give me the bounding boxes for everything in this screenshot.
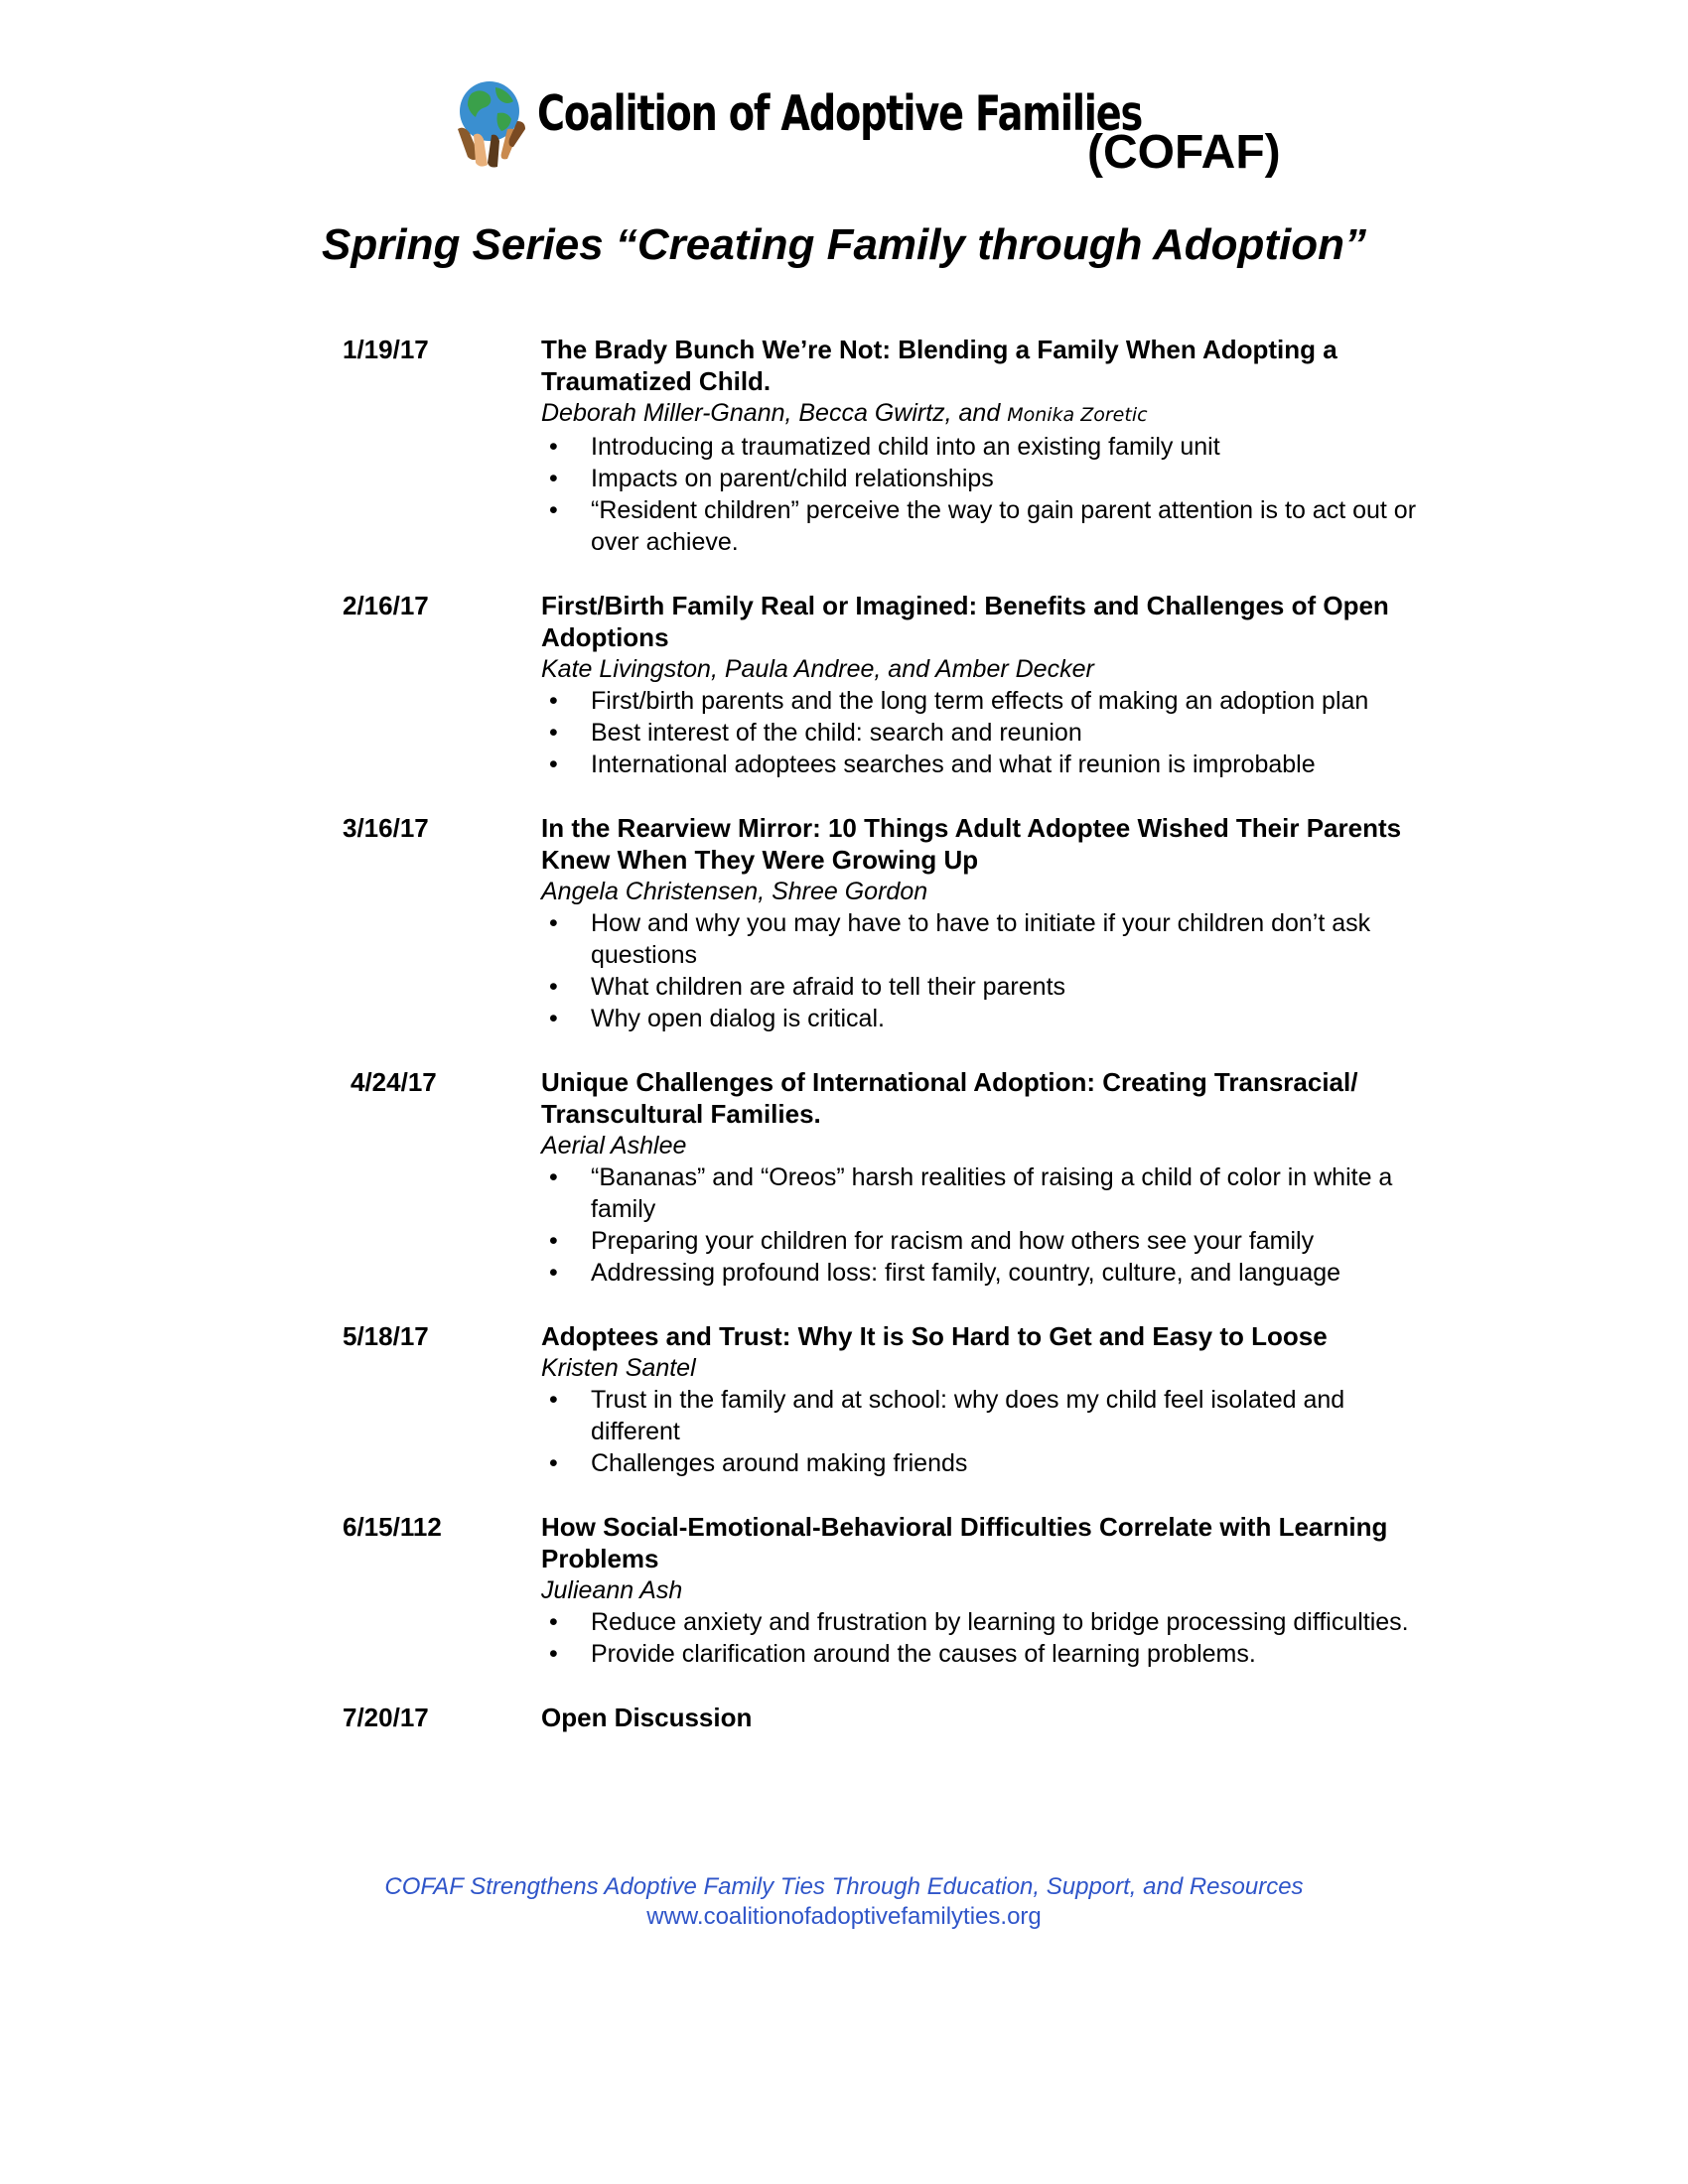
session-details — [541, 1702, 1435, 1733]
bullet-icon: • — [549, 465, 558, 492]
topic-item — [541, 1225, 1435, 1257]
session-details — [541, 812, 1435, 1034]
presenters-names: Deborah Miller-Gnann, Becca Gwirtz, and — [541, 399, 1008, 427]
org-abbreviation: (COFAF) — [1087, 126, 1281, 179]
topic-text: Preparing your children for racism and how others see your family — [591, 1227, 1315, 1255]
topic-list — [541, 431, 1435, 558]
topic-text: International adoptees searches and what if reunion is improbable — [591, 751, 1316, 778]
bullet-icon: • — [549, 496, 558, 524]
session-presenters: Kristen Santel — [541, 1354, 696, 1382]
bullet-icon: • — [549, 751, 558, 778]
footer-tagline: COFAF Strengthens Adoptive Family Ties Through Education, Support, and Resources — [384, 1873, 1304, 1900]
bullet-icon: • — [549, 719, 558, 747]
topic-list — [541, 907, 1435, 1034]
session-presenters — [541, 397, 1435, 431]
topic-text: Addressing profound loss: first family, country, culture, and language — [591, 1259, 1341, 1287]
session-item — [343, 1702, 1455, 1733]
session-item — [343, 1320, 1455, 1479]
topic-item — [541, 1384, 1435, 1447]
topic-text: Impacts on parent/child relationships — [591, 465, 994, 492]
topic-list — [541, 685, 1435, 780]
topic-text: Reduce anxiety and frustration by learning to bridge processing difficulties. — [591, 1608, 1409, 1636]
session-date: 3/16/17 — [343, 813, 429, 843]
topic-list — [541, 1161, 1435, 1289]
session-title: In the Rearview Mirror: 10 Things Adult Adoptee Wished Their Parents Knew When They Were Growing Up — [541, 813, 1402, 875]
bullet-icon: • — [549, 909, 558, 937]
series-title: Spring Series “Creating Family through Adoption” — [322, 220, 1366, 269]
website-link[interactable]: www.coalitionofadoptivefamilyties.org — [646, 1903, 1042, 1930]
session-title: The Brady Bunch We’re Not: Blending a Family When Adopting a Traumatized Child. — [541, 335, 1337, 396]
topic-item — [541, 1161, 1435, 1225]
bullet-icon: • — [549, 687, 558, 715]
topic-item — [541, 431, 1435, 463]
session-details — [541, 1066, 1435, 1289]
session-details — [541, 334, 1435, 558]
session-item — [343, 1066, 1455, 1289]
bullet-icon: • — [549, 973, 558, 1001]
topic-text: What children are afraid to tell their parents — [591, 973, 1066, 1001]
bullet-icon: • — [549, 433, 558, 461]
topic-item — [541, 685, 1435, 717]
topic-item — [541, 717, 1435, 749]
bullet-icon: • — [549, 1259, 558, 1287]
presenters-extra: Monika Zoretic — [1007, 404, 1148, 426]
topic-item — [541, 1447, 1435, 1479]
globe-hands-icon — [452, 77, 529, 169]
org-name: Coalition of Adoptive Families — [537, 85, 1143, 142]
session-title: Unique Challenges of International Adoption: Creating Transracial/ Transcultural Families. — [541, 1067, 1358, 1129]
session-date: 2/16/17 — [343, 591, 429, 620]
session-details — [541, 1320, 1435, 1479]
session-presenters: Angela Christensen, Shree Gordon — [541, 878, 928, 905]
topic-text: How and why you may have to have to initiate if your children don’t ask questions — [591, 909, 1371, 969]
session-item — [343, 1511, 1455, 1670]
session-presenters: Julieann Ash — [541, 1576, 683, 1604]
session-presenters: Kate Livingston, Paula Andree, and Amber Decker — [541, 655, 1094, 683]
bullet-icon: • — [549, 1640, 558, 1668]
bullet-icon: • — [549, 1449, 558, 1477]
topic-item — [541, 1257, 1435, 1289]
topic-item — [541, 749, 1435, 780]
session-date: 1/19/17 — [343, 335, 429, 364]
bullet-icon: • — [549, 1227, 558, 1255]
session-title: Open Discussion — [541, 1703, 753, 1732]
topic-item — [541, 463, 1435, 494]
session-schedule — [343, 334, 1455, 1765]
session-date: 5/18/17 — [343, 1321, 429, 1351]
topic-text: Best interest of the child: search and reunion — [591, 719, 1082, 747]
session-item — [343, 590, 1455, 780]
bullet-icon: • — [549, 1386, 558, 1414]
session-date: 6/15/112 — [343, 1512, 442, 1542]
session-details — [541, 1511, 1435, 1670]
session-title: First/Birth Family Real or Imagined: Benefits and Challenges of Open Adoptions — [541, 591, 1389, 652]
topic-item — [541, 1003, 1435, 1034]
bullet-icon: • — [549, 1005, 558, 1032]
session-item — [343, 334, 1455, 558]
topic-text: First/birth parents and the long term effects of making an adoption plan — [591, 687, 1369, 715]
topic-list — [541, 1606, 1435, 1670]
bullet-icon: • — [549, 1608, 558, 1636]
session-date: 7/20/17 — [343, 1703, 429, 1732]
session-details — [541, 590, 1435, 780]
topic-text: Introducing a traumatized child into an existing family unit — [591, 433, 1220, 461]
document-footer — [0, 1872, 1688, 1932]
topic-text: “Bananas” and “Oreos” harsh realities of raising a child of color in white a family — [591, 1163, 1393, 1223]
topic-list — [541, 1384, 1435, 1479]
topic-item — [541, 1638, 1435, 1670]
session-date: 4/24/17 — [351, 1067, 437, 1097]
topic-item — [541, 907, 1435, 971]
topic-text: Provide clarification around the causes of learning problems. — [591, 1640, 1256, 1668]
topic-text: “Resident children” perceive the way to gain parent attention is to act out or over achieve. — [591, 496, 1417, 556]
bullet-icon: • — [549, 1163, 558, 1191]
topic-text: Trust in the family and at school: why does my child feel isolated and different — [591, 1386, 1345, 1445]
document-header — [452, 77, 1345, 187]
topic-text: Why open dialog is critical. — [591, 1005, 885, 1032]
session-item — [343, 812, 1455, 1034]
topic-text: Challenges around making friends — [591, 1449, 968, 1477]
session-presenters: Aerial Ashlee — [541, 1132, 687, 1160]
topic-item — [541, 494, 1435, 558]
topic-item — [541, 1606, 1435, 1638]
topic-item — [541, 971, 1435, 1003]
session-title: How Social-Emotional-Behavioral Difficulties Correlate with Learning Problems — [541, 1512, 1388, 1573]
session-title: Adoptees and Trust: Why It is So Hard to Get and Easy to Loose — [541, 1321, 1328, 1351]
